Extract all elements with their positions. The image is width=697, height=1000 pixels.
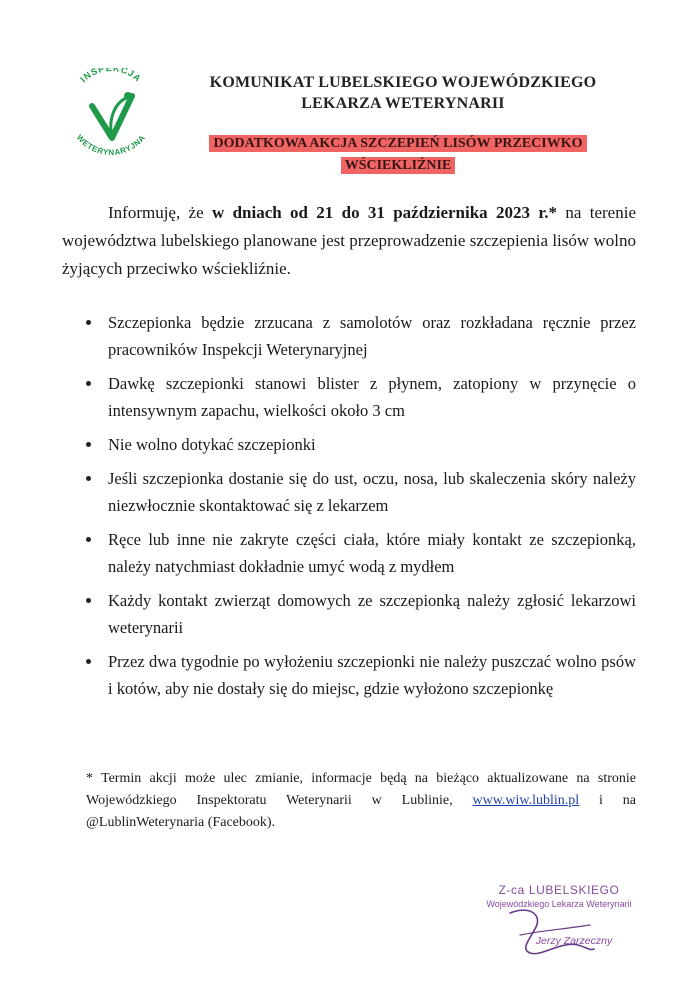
list-item — [86, 526, 636, 580]
title-line-1: KOMUNIKAT LUBELSKIEGO WOJEWÓDZKIEGO — [209, 74, 597, 91]
handwritten-signature — [490, 905, 610, 960]
list-item-text: Przez dwa tygodnie po wyłożeniu szczepionki nie należy puszczać wolno psów i kotów, aby nie dostały się do miejsc, gdzie wyłożono szczepionkę — [108, 652, 636, 698]
intro-suffix: na terenie województwa lubelskiego planowane jest przeprowadzenie szczepienia lisów wolno żyjących przeciwko wściekliźnie. — [62, 203, 636, 278]
logo-bottom-text: WETERYNARYJNA — [74, 133, 148, 158]
list-item-text: Nie wolno dotykać szczepionki — [108, 435, 316, 454]
list-item — [86, 309, 636, 363]
list-item — [86, 370, 636, 424]
list-item — [86, 648, 636, 702]
intro-paragraph — [62, 199, 636, 283]
list-item-text: Każdy kontakt zwierząt domowych ze szczepionką należy zgłosić lekarzowi weterynarii — [108, 591, 636, 637]
logo-top-text: INSPEKCJA — [78, 68, 144, 85]
veterinary-inspection-logo — [62, 68, 160, 160]
footnote-text-after: i na @LublinWeterynaria (Facebook). — [86, 793, 636, 830]
bullet-icon — [86, 537, 91, 542]
banner-text: DODATKOWA AKCJA SZCZEPIEŃ LISÓW PRZECIWKO WŚCIEKLIŹNIE — [209, 135, 586, 174]
page-title — [168, 72, 638, 114]
list-item-text: Jeśli szczepionka dostanie się do ust, oczu, nosa, lub skaleczenia skóry należy niezwłocznie skontaktować się z lekarzem — [108, 469, 636, 515]
title-line-2: LEKARZA WETERYNARII — [301, 95, 505, 112]
bullet-icon — [86, 320, 91, 325]
instructions-list — [86, 309, 636, 709]
list-item-text: Ręce lub inne nie zakryte części ciała, które miały kontakt ze szczepionką, należy natychmiast dokładnie umyć wodą z mydłem — [108, 530, 636, 576]
campaign-banner — [170, 133, 626, 177]
list-item-text: Szczepionka będzie zrzucana z samolotów oraz rozkładana ręcznie przez pracowników Inspekcji Weterynaryjnej — [108, 313, 636, 359]
bullet-icon — [86, 598, 91, 603]
intro-text — [62, 199, 636, 283]
bullet-icon — [86, 381, 91, 386]
campaign-dates: w dniach od 21 do 31 października 2023 r.* — [211, 203, 558, 222]
list-item — [86, 587, 636, 641]
stamp-name: Jerzy Zarzeczny — [535, 935, 613, 947]
list-item — [86, 465, 636, 519]
website-link[interactable]: www.wiw.lublin.pl — [472, 793, 580, 808]
list-item — [86, 431, 636, 458]
bullet-icon — [86, 442, 91, 447]
stamp-line-2: Wojewódzkiego Lekarza Weterynarii — [486, 899, 632, 909]
svg-text:INSPEKCJA — [78, 68, 143, 84]
bullet-icon — [86, 659, 91, 664]
intro-prefix: Informuję, że — [108, 203, 212, 222]
stamp-line-1: Z-ca LUBELSKIEGO — [498, 883, 620, 897]
bullet-icon — [86, 476, 91, 481]
list-item-text: Dawkę szczepionki stanowi blister z płynem, zatopiony w przynęcie o intensywnym zapachu, wielkości około 3 cm — [108, 374, 636, 420]
footnote — [86, 768, 636, 834]
footnote-text-before: * Termin akcji może ulec zmianie, informacje będą na bieżąco aktualizowane na stronie Wojewódzkiego Inspektoratu Weterynarii w Lublinie, — [86, 771, 636, 808]
